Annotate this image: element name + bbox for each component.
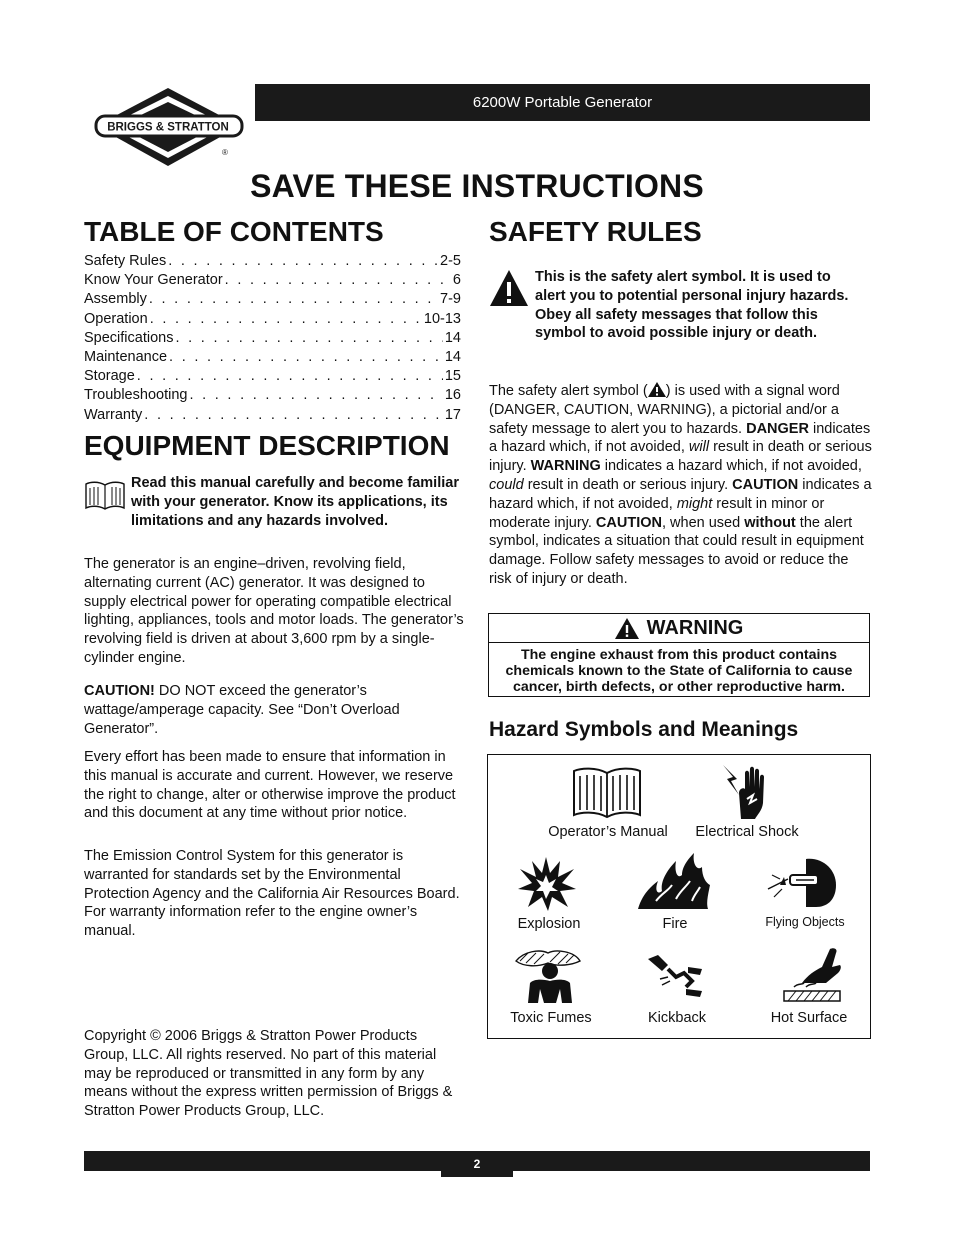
toc-label: Operation [84,310,148,327]
california-warning-box [488,613,870,697]
toc-page: 17 [444,406,461,423]
toc-page: 2-5 [440,253,461,269]
inline-alert-icon [648,382,666,397]
page-title: SAVE THESE INSTRUCTIONS [250,168,704,204]
toc-page: 16 [444,387,461,404]
toc-item-know-your-generator [84,271,461,290]
explosion-icon [516,855,578,918]
toc-page: 14 [444,349,461,366]
read-manual-note: Read this manual carefully and become familiar with your generator. Know its applications, its limitations and any hazards involved. [131,475,459,529]
flying-objects-icon [766,855,838,914]
briggs-stratton-logo [94,86,244,170]
registered-mark: ® [222,148,228,157]
generator-description: The generator is an engine–driven, revolving field, alternating current (AC) generator. It was designed to supply electrical power for operating compatible electrical lighting, appliances, tools and motor loads. The generator’s revolving field is driven at about 3,600 rpm by a single-cylinder engine. [84,556,464,666]
hazard-label-flying-objects: Flying Objects [765,915,845,929]
toc-title: TABLE OF CONTENTS [84,216,384,247]
hazard-label-toxic-fumes: Toxic Fumes [510,1010,592,1026]
toc-label: Safety Rules [84,253,167,269]
table-of-contents [84,252,461,425]
hazard-symbols-title: Hazard Symbols and Meanings [489,718,799,741]
toc-label: Assembly [84,291,147,308]
safety-rules-title: SAFETY RULES [489,216,702,247]
hot-surface-icon [782,947,844,1010]
header-bar [255,84,870,121]
toc-page: 15 [444,368,461,385]
toc-label: Warranty [84,406,143,423]
warning-text: The engine exhaust from this product contains chemicals known to the State of California to cause cancer, birth defects, or other reproductive harm. [505,647,853,695]
toc-item-warranty [84,406,461,425]
warning-header [489,614,869,643]
hazard-label-explosion: Explosion [517,916,581,932]
toc-page: 6 [452,272,461,289]
page-number: 2 [441,1151,513,1177]
caution-text: DO NOT exceed the generator’s wattage/amperage capacity. See “Don’t Overload Generator”. [84,683,400,737]
toc-item-assembly [84,290,461,309]
warning-label: WARNING [646,616,744,639]
toc-item-maintenance [84,348,461,367]
electrical-shock-icon [717,763,771,826]
warning-alert-icon [615,618,639,639]
toxic-fumes-icon [514,947,584,1010]
safety-alert-note: This is the safety alert symbol. It is used to alert you to potential personal injury hazards. Obey all safety messages that follow this symbol to avoid possible injury or death. [535,269,849,342]
book-icon [84,480,126,512]
toc-page: 14 [444,329,461,346]
signal-words-paragraph: The safety alert symbol ( ) is used with a signal word (DANGER, CAUTION, WARNING), a pictorial and/or a safety message to alert you to hazards. DANGER indicates a hazard which, if not avoided, will result in death or serious injury. WARNING indicates a hazard which, if not avoided, could result in death or serious injury. CAUTION indicates a hazard which, if not avoided, might result in minor or moderate injury. CAUTION, when used without the alert symbol, indicates a situation that could result in equipment damage. Follow safety messages to avoid or reduce the risk of injury or death. [489,383,872,587]
hazard-label-electrical-shock: Electrical Shock [695,824,799,840]
toc-label: Storage [84,368,135,385]
kickback-icon [646,953,706,1008]
toc-label: Know Your Generator [84,272,223,289]
hazard-symbols-panel [487,754,871,1039]
hazard-label-kickback: Kickback [647,1010,707,1026]
caution-paragraph [84,682,464,738]
hazard-label-operators-manual: Operator’s Manual [548,824,668,840]
toc-item-storage [84,367,461,386]
logo-text: BRIGGS & STRATTON [107,121,229,134]
toc-page: 10-13 [423,310,461,327]
accuracy-paragraph: Every effort has been made to ensure that information in this manual is accurate and current. However, we reserve the right to change, alter or otherwise improve the product and this document at any time without prior notice. [84,749,456,822]
equipment-description-title: EQUIPMENT DESCRIPTION [84,430,450,461]
toc-item-troubleshooting [84,386,461,405]
book-icon [571,767,643,824]
emission-paragraph: The Emission Control System for this generator is warranted for standards set by the Environmental Protection Agency and the California Air Resources Board. For warranty information refer to the engine owner’s manual. [84,848,460,940]
safety-alert-icon [489,268,529,308]
hazard-label-fire: Fire [662,916,688,932]
header-title: 6200W Portable Generator [472,94,653,111]
toc-item-operation [84,310,461,329]
toc-label: Troubleshooting [84,387,188,404]
toc-item-specifications [84,329,461,348]
hazard-label-hot-surface: Hot Surface [770,1010,848,1026]
fire-icon [636,851,712,916]
copyright-notice: Copyright © 2006 Briggs & Stratton Power Products Group, LLC. All rights reserved. No part of this material may be reproduced or transmitted in any form by any means without the express written permission of Briggs & Stratton Power Products Group, LLC. [84,1028,453,1120]
toc-label: Specifications [84,329,174,346]
toc-item-safety-rules [84,252,461,271]
toc-label: Maintenance [84,349,168,366]
caution-label: CAUTION! [84,683,155,699]
toc-page: 7-9 [440,291,461,308]
